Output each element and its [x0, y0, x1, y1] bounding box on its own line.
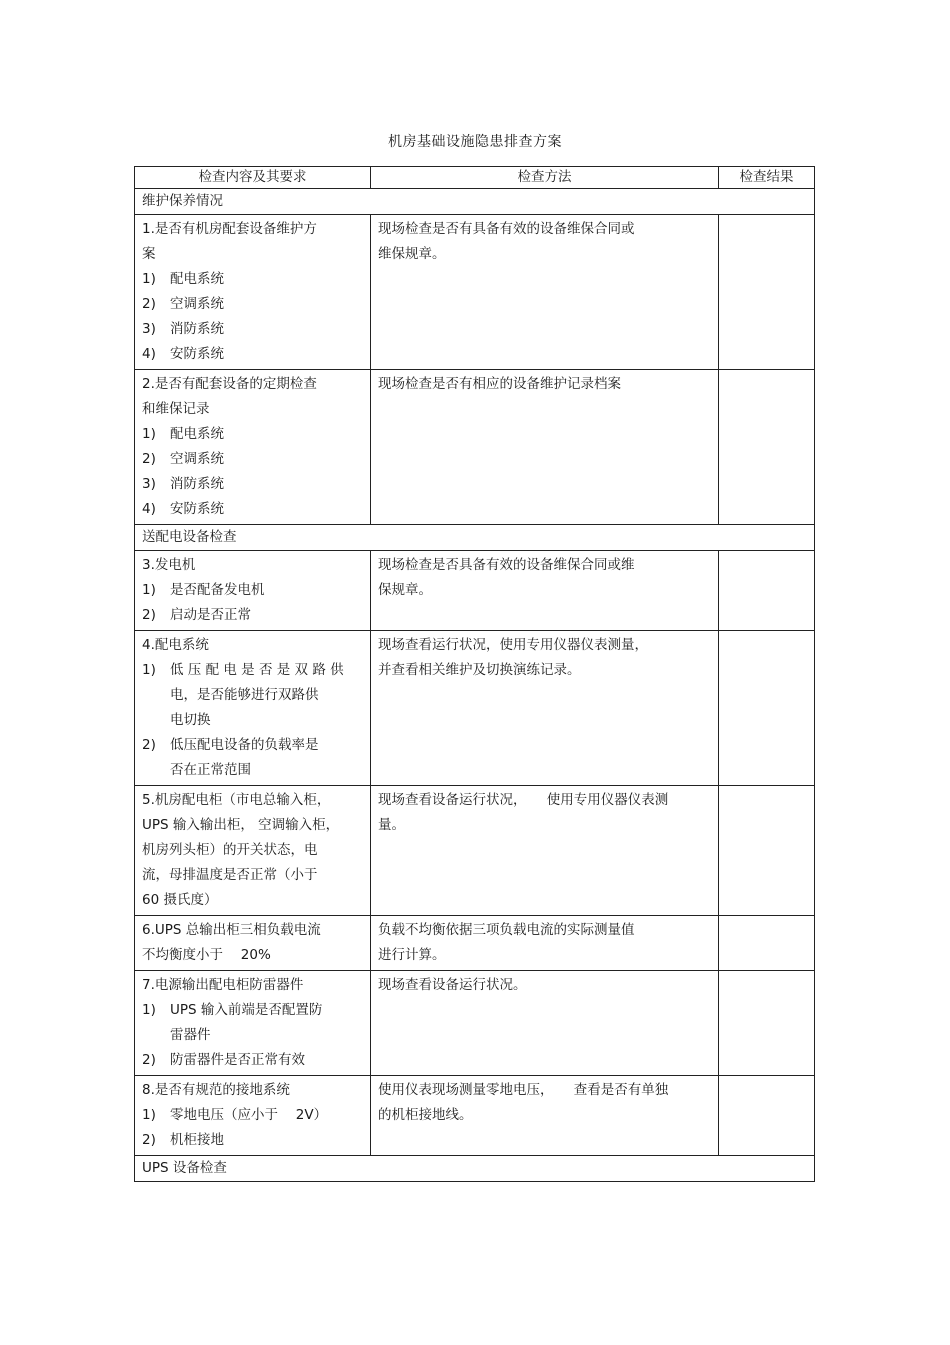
table-row — [135, 786, 815, 916]
section-label: 送配电设备检查 — [135, 525, 815, 551]
table-row — [135, 215, 815, 370]
item-title: 7.电源输出配电柜防雷器件 — [142, 977, 304, 993]
method-text: 保规章。 — [378, 582, 432, 598]
header-method: 检查方法 — [371, 167, 719, 189]
method-cell — [371, 631, 719, 786]
item-text: UPS 输入输出柜， 空调输入柜， — [142, 817, 340, 833]
item-text: 流，母排温度是否正常（小于 — [142, 867, 318, 883]
list-text: 启动是否正常 — [170, 607, 251, 623]
header-result: 检查结果 — [719, 167, 815, 189]
list-item — [142, 1103, 363, 1128]
method-text: 现场查看设备运行状况， 使用专用仪器仪表测 — [378, 792, 669, 808]
list-item — [142, 472, 363, 497]
result-cell[interactable] — [719, 551, 815, 631]
list-item — [142, 578, 363, 603]
document-title: 机房基础设施隐患排查方案 — [388, 134, 562, 150]
item-title: 4.配电系统 — [142, 637, 209, 653]
table-row — [135, 971, 815, 1076]
item-title: 2.是否有配套设备的定期检查 — [142, 376, 317, 392]
list-text: 机柜接地 — [170, 1132, 224, 1148]
item-text: 不均衡度小于 20% — [142, 947, 271, 963]
method-cell — [371, 215, 719, 370]
item-title-cont: 案 — [142, 246, 156, 262]
list-number: 3) — [142, 476, 156, 492]
result-cell[interactable] — [719, 916, 815, 971]
item-text: 6.UPS 总输出柜三相负载电流 — [142, 922, 321, 938]
content-cell — [135, 370, 371, 525]
list-item — [142, 447, 363, 472]
list-item — [142, 317, 363, 342]
result-cell[interactable] — [719, 1076, 815, 1156]
list-text: 消防系统 — [170, 321, 224, 337]
method-text: 现场查看运行状况，使用专用仪器仪表测量， — [378, 637, 648, 653]
list-item — [142, 422, 363, 447]
table-header-row — [135, 167, 815, 189]
list-item — [142, 1128, 363, 1153]
list-item — [142, 603, 363, 628]
list-number: 3) — [142, 321, 156, 337]
item-title: 3.发电机 — [142, 557, 196, 573]
content-cell — [135, 1076, 371, 1156]
method-text: 现场检查是否具备有效的设备维保合同或维 — [378, 557, 635, 573]
list-number: 4) — [142, 346, 156, 362]
content-cell — [135, 971, 371, 1076]
list-item — [142, 658, 363, 683]
list-text-cont: 电切换 — [170, 712, 211, 728]
section-row-ups — [135, 1156, 815, 1182]
list-text: 安防系统 — [170, 501, 224, 517]
method-text: 并查看相关维护及切换演练记录。 — [378, 662, 581, 678]
list-text: 零地电压（应小于 2V） — [170, 1107, 328, 1123]
table-row — [135, 916, 815, 971]
list-number: 2) — [142, 296, 156, 312]
list-text: 消防系统 — [170, 476, 224, 492]
list-number: 2) — [142, 737, 156, 753]
list-number: 1) — [142, 426, 156, 442]
list-text: 是否配备发电机 — [170, 582, 265, 598]
result-cell[interactable] — [719, 786, 815, 916]
list-text: 配电系统 — [170, 271, 224, 287]
list-number: 2) — [142, 607, 156, 623]
table-row — [135, 370, 815, 525]
method-cell — [371, 370, 719, 525]
list-number: 1) — [142, 1002, 156, 1018]
method-text: 量。 — [378, 817, 405, 833]
list-item — [142, 1048, 363, 1073]
header-content: 检查内容及其要求 — [135, 167, 371, 189]
method-text: 使用仪表现场测量零地电压， 查看是否有单独 — [378, 1082, 669, 1098]
content-cell — [135, 786, 371, 916]
section-label: 维护保养情况 — [135, 189, 815, 215]
list-item — [142, 497, 363, 522]
list-number: 4) — [142, 501, 156, 517]
result-cell[interactable] — [719, 971, 815, 1076]
method-text: 现场查看设备运行状况。 — [378, 977, 527, 993]
list-item — [142, 733, 363, 758]
item-title-cont: 和维保记录 — [142, 401, 210, 417]
result-cell[interactable] — [719, 631, 815, 786]
table-row — [135, 1076, 815, 1156]
list-text: 低 压 配 电 是 否 是 双 路 供 — [170, 662, 344, 678]
result-cell[interactable] — [719, 370, 815, 525]
item-title: 1.是否有机房配套设备维护方 — [142, 221, 317, 237]
list-text: 低压配电设备的负载率是 — [170, 737, 319, 753]
content-cell — [135, 215, 371, 370]
list-number: 2) — [142, 451, 156, 467]
list-item — [142, 342, 363, 367]
list-text: 配电系统 — [170, 426, 224, 442]
list-number: 1) — [142, 1107, 156, 1123]
method-text: 维保规章。 — [378, 246, 446, 262]
table-row — [135, 631, 815, 786]
list-number: 2) — [142, 1052, 156, 1068]
list-number: 1) — [142, 662, 156, 678]
result-cell[interactable] — [719, 215, 815, 370]
table-row — [135, 551, 815, 631]
list-text-cont: 电，是否能够进行双路供 — [170, 687, 319, 703]
content-cell — [135, 551, 371, 631]
method-text: 进行计算。 — [378, 947, 446, 963]
item-title: 8.是否有规范的接地系统 — [142, 1082, 290, 1098]
list-text: 防雷器件是否正常有效 — [170, 1052, 305, 1068]
method-text: 的机柜接地线。 — [378, 1107, 473, 1123]
list-item — [142, 998, 363, 1023]
item-text: 机房列头柜）的开关状态，电 — [142, 842, 318, 858]
method-text: 负载不均衡依据三项负载电流的实际测量值 — [378, 922, 635, 938]
section-row-maintenance — [135, 189, 815, 215]
content-cell — [135, 631, 371, 786]
section-row-power — [135, 525, 815, 551]
method-text: 现场检查是否有具备有效的设备维保合同或 — [378, 221, 635, 237]
method-cell — [371, 551, 719, 631]
method-cell — [371, 786, 719, 916]
method-cell — [371, 971, 719, 1076]
method-cell — [371, 1076, 719, 1156]
list-item — [142, 292, 363, 317]
section-label: UPS 设备检查 — [135, 1156, 815, 1182]
content-cell — [135, 916, 371, 971]
list-text: UPS 输入前端是否配置防 — [170, 1002, 323, 1018]
list-text-cont: 否在正常范围 — [170, 762, 251, 778]
list-number: 2) — [142, 1132, 156, 1148]
method-cell — [371, 916, 719, 971]
list-item — [142, 267, 363, 292]
list-text: 空调系统 — [170, 296, 224, 312]
list-number: 1) — [142, 582, 156, 598]
item-text: 5.机房配电柜（市电总输入柜， — [142, 792, 331, 808]
inspection-table — [134, 166, 815, 1182]
list-number: 1) — [142, 271, 156, 287]
method-text: 现场检查是否有相应的设备维护记录档案 — [378, 376, 621, 392]
list-text-cont: 雷器件 — [170, 1027, 211, 1043]
item-text: 60 摄氏度） — [142, 892, 218, 908]
list-text: 空调系统 — [170, 451, 224, 467]
list-text: 安防系统 — [170, 346, 224, 362]
